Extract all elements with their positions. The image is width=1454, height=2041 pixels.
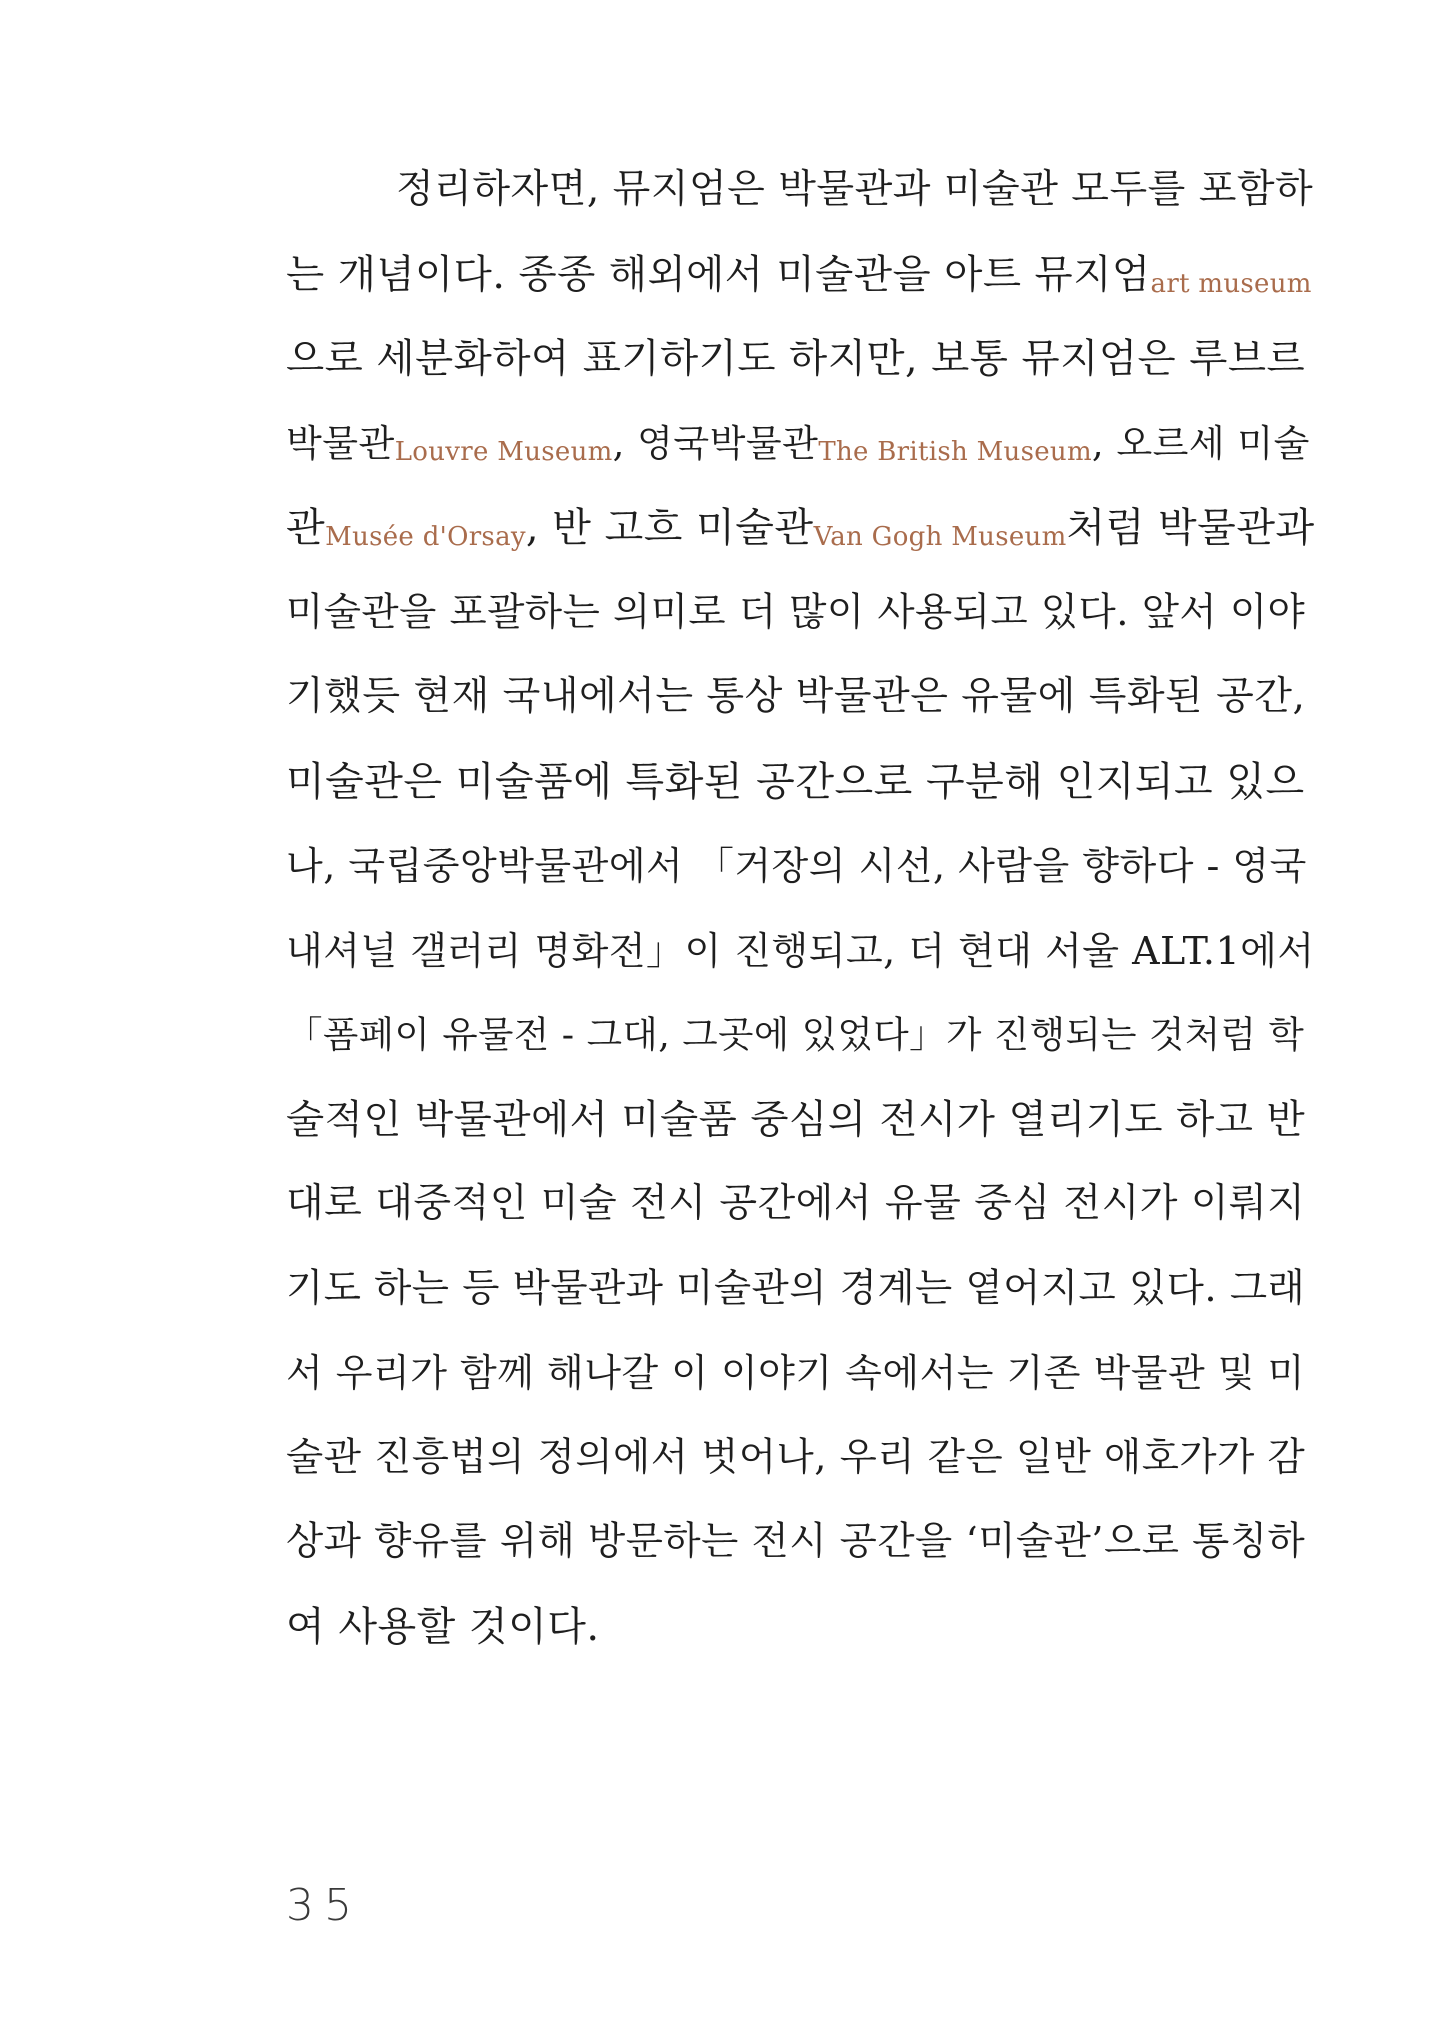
text-line bbox=[286, 1247, 1316, 1332]
korean-text: 정리하자면, 뮤지엄은 박물관과 미술관 모두를 포함하 bbox=[396, 167, 1314, 212]
korean-text: 관 bbox=[286, 505, 326, 551]
text-line bbox=[286, 486, 1316, 571]
text-line bbox=[286, 909, 1316, 994]
english-gloss: The British Museum bbox=[818, 436, 1092, 467]
korean-text: 여 사용할 것이다. bbox=[286, 1603, 600, 1650]
english-gloss: Van Gogh Museum bbox=[813, 522, 1067, 552]
text-line bbox=[286, 317, 1316, 402]
korean-text: 상과 향유를 위해 방문하는 전시 공간을 ‘미술관’으로 통칭하 bbox=[286, 1519, 1306, 1564]
korean-text: 처럼 박물관과 bbox=[1066, 505, 1315, 551]
text-line bbox=[286, 148, 1316, 233]
text-line bbox=[286, 1585, 1316, 1670]
korean-text: 미술관은 미술품에 특화된 공간으로 구분해 인지되고 있으 bbox=[286, 758, 1305, 805]
korean-text: , 오르세 미술 bbox=[1091, 421, 1310, 465]
text-line bbox=[286, 993, 1316, 1078]
korean-text: 미술관을 포괄하는 의미로 더 많이 사용되고 있다. 앞서 이야 bbox=[286, 589, 1306, 635]
korean-text: 는 개념이다. 종종 해외에서 미술관을 아트 뮤지엄 bbox=[286, 251, 1151, 298]
text-line bbox=[286, 824, 1316, 909]
korean-text: 대로 대중적인 미술 전시 공간에서 유물 중심 전시가 이뤄지 bbox=[286, 1181, 1306, 1226]
text-line bbox=[286, 571, 1316, 656]
korean-text: 박물관 bbox=[286, 421, 395, 465]
korean-text: 으로 세분화하여 표기하기도 하지만, 보통 뮤지엄은 루브르 bbox=[286, 336, 1306, 382]
korean-text: 기도 하는 등 박물관과 미술관의 경계는 옅어지고 있다. 그래 bbox=[286, 1265, 1306, 1311]
english-gloss: Louvre Museum bbox=[394, 436, 613, 467]
text-line bbox=[286, 655, 1316, 740]
korean-text: 술적인 박물관에서 미술품 중심의 전시가 열리기도 하고 반 bbox=[286, 1096, 1306, 1143]
text-line bbox=[286, 1416, 1316, 1501]
korean-text: 나, 국립중앙박물관에서 「거장의 시선, 사람을 향하다 - 영국 bbox=[286, 844, 1307, 888]
korean-text: 「폼페이 유물전 - 그대, 그곳에 있었다」가 진행되는 것처럼 학 bbox=[286, 1013, 1305, 1056]
english-gloss: Musée d'Orsay bbox=[325, 522, 526, 552]
korean-text: , 영국박물관 bbox=[612, 421, 819, 465]
korean-text: 술관 진흥법의 정의에서 벗어나, 우리 같은 일반 애호가가 감 bbox=[286, 1434, 1306, 1480]
korean-text: 내셔널 갤러리 명화전」이 진행되고, 더 현대 서울 ALT.1에서 bbox=[286, 928, 1315, 973]
page-number: 35 bbox=[286, 1880, 362, 1931]
text-line bbox=[286, 740, 1316, 825]
text-line bbox=[286, 402, 1316, 487]
body-paragraph bbox=[286, 148, 1316, 1669]
korean-text: 기했듯 현재 국내에서는 통상 박물관은 유물에 특화된 공간, bbox=[286, 674, 1306, 719]
english-gloss: art museum bbox=[1150, 268, 1312, 299]
text-line bbox=[286, 1500, 1316, 1585]
text-line bbox=[286, 233, 1316, 318]
text-line bbox=[286, 1078, 1316, 1163]
korean-text: 서 우리가 함께 해나갈 이 이야기 속에서는 기존 박물관 및 미 bbox=[286, 1351, 1305, 1395]
text-line bbox=[286, 1331, 1316, 1416]
text-line bbox=[286, 1162, 1316, 1247]
korean-text: , 반 고흐 미술관 bbox=[525, 505, 814, 551]
